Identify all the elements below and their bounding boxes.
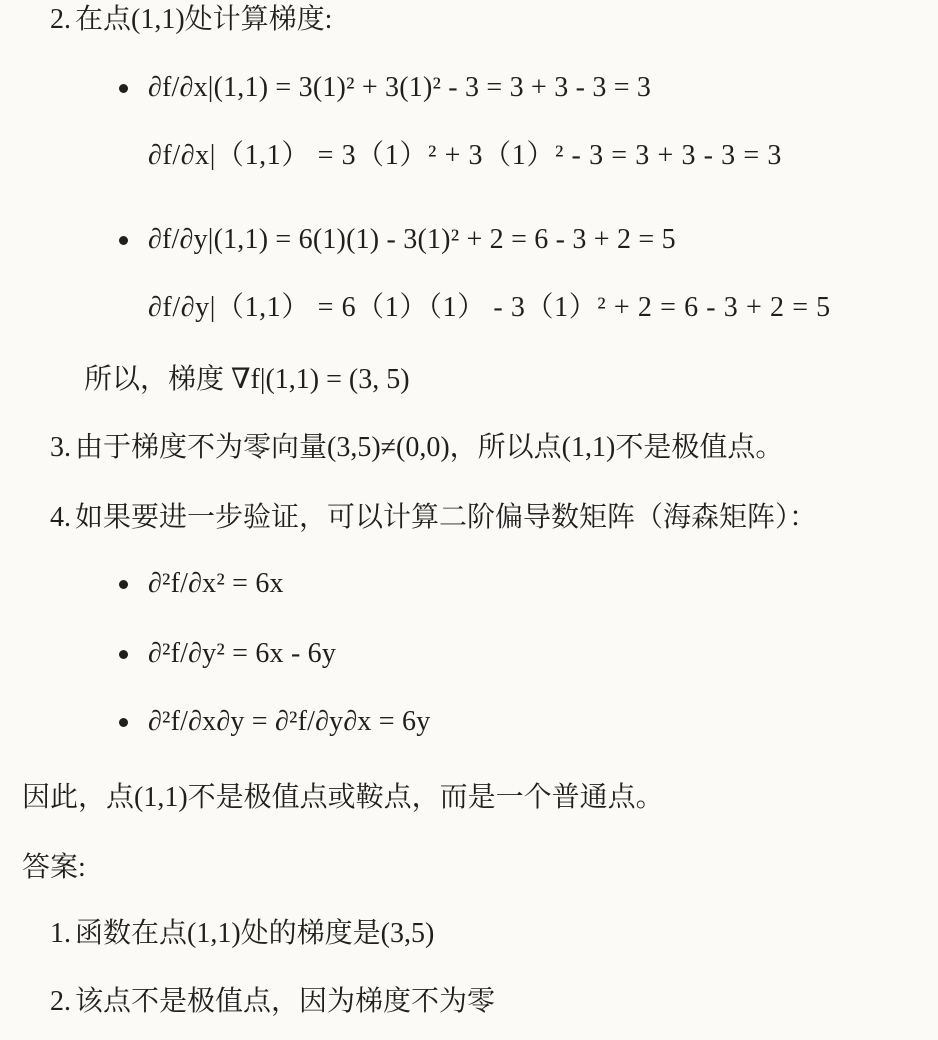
step-2-text: 在点(1,1)处计算梯度: <box>75 4 333 35</box>
answer-item-2-text: 该点不是极值点，因为梯度不为零 <box>75 986 496 1017</box>
answer-item-1 <box>50 914 434 954</box>
step-2-heading <box>50 0 332 40</box>
answer-item-2 <box>50 982 495 1022</box>
step-4-bullet-2: ∂²f/∂y² = 6x - 6y <box>148 638 337 669</box>
bullet-icon <box>119 236 128 245</box>
list-number: 2. <box>50 4 71 35</box>
step-2-bullet-1: ∂f/∂x|(1,1) = 3(1)² + 3(1)² - 3 = 3 + 3 - 3 = 3 <box>148 72 652 103</box>
step-4-bullet-3: ∂²f/∂x∂y = ∂²f/∂y∂x = 6y <box>148 706 431 737</box>
bullet-icon <box>119 84 128 93</box>
step-2-summary: 所以，梯度 ∇f|(1,1) = (3, 5) <box>84 364 410 395</box>
bullet-icon <box>119 580 128 589</box>
step-4-bullet-1: ∂²f/∂x² = 6x <box>148 568 284 599</box>
list-number: 4. <box>50 502 71 533</box>
step-4-text: 如果要进一步验证，可以计算二阶偏导数矩阵（海森矩阵）： <box>75 502 818 533</box>
bullet-icon <box>119 718 128 727</box>
step-2-bullet-2: ∂f/∂y|(1,1) = 6(1)(1) - 3(1)² + 2 = 6 - 3 + 2 = 5 <box>148 224 676 255</box>
conclusion-text: 因此，点(1,1)不是极值点或鞍点，而是一个普通点。 <box>22 782 664 813</box>
step-2-bullet-2-alt: ∂f/∂y|（1,1） = 6（1）（1） - 3（1）² + 2 = 6 - 3 + 2 = 5 <box>148 292 831 323</box>
step-3 <box>50 428 783 468</box>
answer-item-1-text: 函数在点(1,1)处的梯度是(3,5) <box>75 918 435 949</box>
bullet-icon <box>119 650 128 659</box>
step-3-text: 由于梯度不为零向量(3,5)≠(0,0)，所以点(1,1)不是极值点。 <box>75 432 784 463</box>
step-4-heading <box>50 498 817 538</box>
list-number: 1. <box>50 918 71 949</box>
list-number: 3. <box>50 432 71 463</box>
list-number: 2. <box>50 986 71 1017</box>
step-2-bullet-1-alt: ∂f/∂x|（1,1） = 3（1）² + 3（1）² - 3 = 3 + 3 - 3 = 3 <box>148 140 782 171</box>
answer-label: 答案: <box>22 852 86 883</box>
